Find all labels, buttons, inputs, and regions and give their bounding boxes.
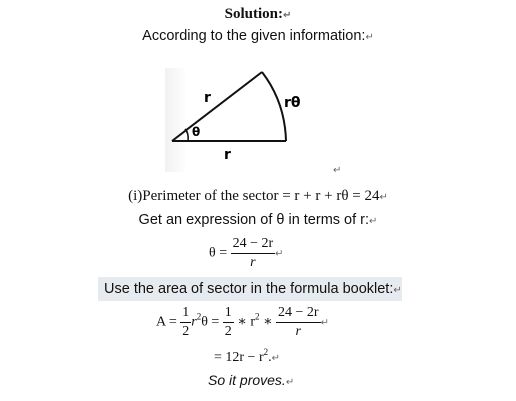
paragraph-mark: ↵ xyxy=(369,216,378,227)
sector-figure xyxy=(165,68,315,172)
area-result: = $12r - r^2.↵$ xyxy=(214,347,281,365)
angle-arc xyxy=(185,129,188,141)
area-lhs: A = xyxy=(156,314,177,330)
arc-label: rθ xyxy=(284,95,301,111)
paragraph-mark: ↵ xyxy=(271,353,281,364)
part-label: (i) xyxy=(128,188,143,204)
theta-numerator: 24 − 2r xyxy=(231,236,276,254)
paragraph-mark: ↵ xyxy=(282,10,292,21)
theta-denominator: r xyxy=(250,255,256,270)
area-hint: Use the area of sector in the formula booklet:↵ xyxy=(104,281,402,297)
half-fraction: $\frac{1}{2}$ xyxy=(224,305,232,339)
conclusion: So it proves.↵ xyxy=(208,372,295,388)
sector-diagram xyxy=(165,68,315,172)
paragraph-mark: ↵ xyxy=(275,248,284,260)
theta-fraction xyxy=(231,236,276,271)
paragraph-mark: ↵ xyxy=(365,32,374,43)
base-label: r xyxy=(224,147,231,163)
theta-equation xyxy=(209,236,284,276)
paragraph-mark: ↵ xyxy=(379,192,388,203)
expression-prompt: Get an expression of θ in terms of r:↵ xyxy=(138,212,378,228)
sector-arc xyxy=(262,72,286,141)
perimeter-line xyxy=(0,188,516,205)
theta-lhs: θ = xyxy=(209,245,228,261)
paragraph-mark: ↵ xyxy=(333,165,342,176)
solution-heading: Solution:↵ xyxy=(224,6,292,22)
paragraph-mark: ↵ xyxy=(285,377,295,388)
radius-label: r xyxy=(204,90,211,106)
intro-text: According to the given information:↵ xyxy=(142,28,374,44)
area-equation: A = $\frac{1}{2}$ $r^2\theta$ = $\frac{1}{2}$ ∗ $r^2$ ∗ $\frac{24 - 2r}{r}$ ↵ xyxy=(156,305,329,339)
half-fraction: $\frac{1}{2}$ xyxy=(182,305,190,339)
paragraph-mark: ↵ xyxy=(320,317,329,329)
perimeter-text: Perimeter of the sector = r + r + rθ = 24 xyxy=(142,188,380,204)
paragraph-mark: ↵ xyxy=(393,285,402,296)
angle-label: θ xyxy=(192,125,201,139)
theta-fraction: $\frac{24 - 2r}{r}$ xyxy=(278,305,319,339)
